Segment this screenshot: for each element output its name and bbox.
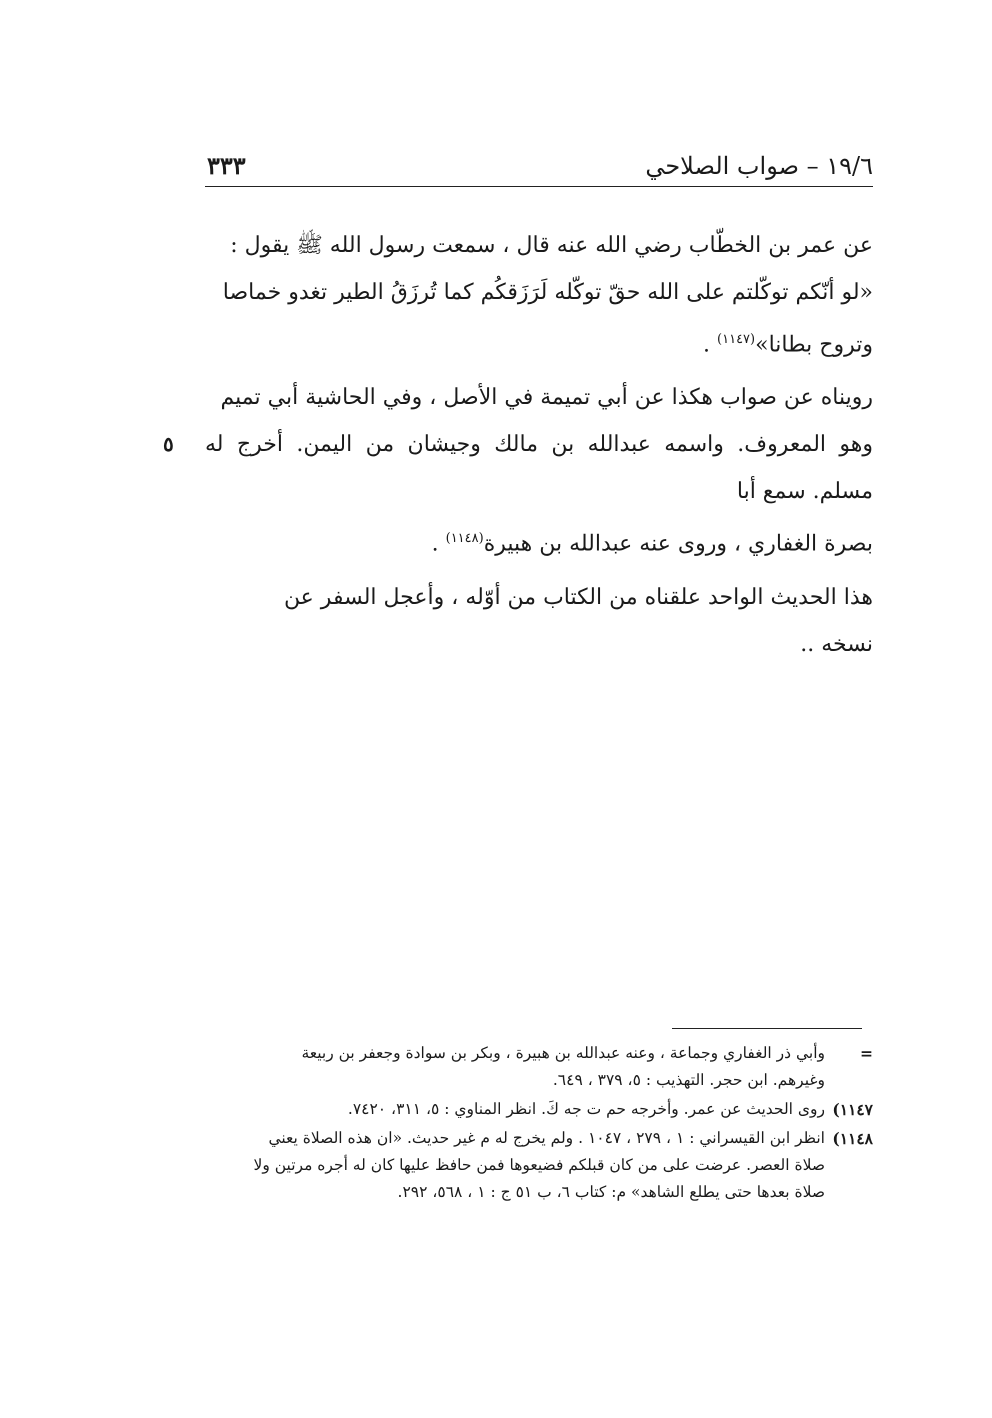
text-line: هذا الحديث الواحد علقناه من الكتاب من أوّله ، وأعجل السفر عن — [283, 584, 873, 610]
paragraph-narration — [163, 374, 873, 567]
paragraph-hadith — [205, 222, 873, 368]
footnote-1148 — [200, 1125, 873, 1206]
footnote-separator — [672, 1028, 862, 1029]
text-line: «لو أنّكم توكّلتم على الله حقّ توكّله لَرَزَقكُم كما تُرزَقُ الطير تغدو خماصا — [222, 280, 873, 305]
text-line — [205, 316, 873, 368]
text-fragment: وتروح بطانا» — [755, 332, 873, 358]
text-fragment: بصرة الغفاري ، وروى عنه عبدالله بن هبيرة — [483, 531, 873, 557]
header-title: ١٩/٦ – صواب الصلاحي — [645, 152, 873, 180]
text-line — [163, 421, 873, 515]
footnotes — [200, 1040, 873, 1208]
footnote-ref-1148[interactable]: (١١٤٨) — [445, 531, 484, 547]
footnote-1147 — [200, 1096, 873, 1123]
text-fragment: . — [431, 531, 446, 557]
footnote-line: وأبي ذر الغفاري وجماعة ، وعنه عبدالله بن هبيرة ، وبكر بن سوادة وجعفر بن ربيعة — [301, 1044, 825, 1062]
footnote-marker: = — [860, 1044, 873, 1063]
text-fragment: وهو المعروف. واسمه عبدالله بن مالك وجيشان من اليمن. أخرج له مسلم. سمع أبا — [205, 432, 873, 505]
text-line — [205, 515, 873, 567]
main-text — [163, 222, 873, 674]
paragraph-closing — [205, 574, 873, 668]
footnote-marker: ١١٤٧) — [832, 1100, 873, 1119]
footnote-line: انظر ابن القيسراني : ١ ، ٢٧٩ ، ١٠٤٧ . ولم يخرج له م غير حديث. «ان هذه الصلاة يعني — [268, 1129, 825, 1147]
running-header — [205, 150, 873, 187]
footnote-marker: ١١٤٨) — [832, 1129, 873, 1148]
text-line: عن عمر بن الخطّاب رضي الله عنه قال ، سمعت رسول الله ﷺ يقول : — [230, 233, 873, 258]
footnote-continued — [200, 1040, 873, 1094]
footnote-line: روى الحديث عن عمر. وأخرجه حم ت جه كَ. انظر المناوي : ٥، ٣١١، ٧٤٢٠. — [347, 1100, 825, 1118]
footnote-line: وغيرهم. ابن حجر. التهذيب : ٥، ٣٧٩ ، ٦٤٩. — [552, 1071, 825, 1089]
footnote-line: صلاة العصر. عرضت على من كان قبلكم فضيعوها فمن حافظ عليها كان له أجره مرتين ولا — [253, 1156, 825, 1174]
text-line: رويناه عن صواب هكذا عن أبي تميمة في الأصل ، وفي الحاشية أبي تميم — [220, 385, 873, 411]
line-number: ٥ — [163, 432, 174, 457]
page-number: ٣٣٣ — [207, 151, 246, 180]
text-fragment: . — [703, 332, 718, 358]
footnote-line: صلاة بعدها حتى يطلع الشاهد» م: كتاب ٦، ب ٥١ ج : ١ ، ٥٦٨، ٢٩٢. — [397, 1183, 825, 1201]
footnote-ref-1147[interactable]: (١١٤٧) — [717, 332, 756, 347]
text-line: نسخه .. — [800, 631, 873, 657]
